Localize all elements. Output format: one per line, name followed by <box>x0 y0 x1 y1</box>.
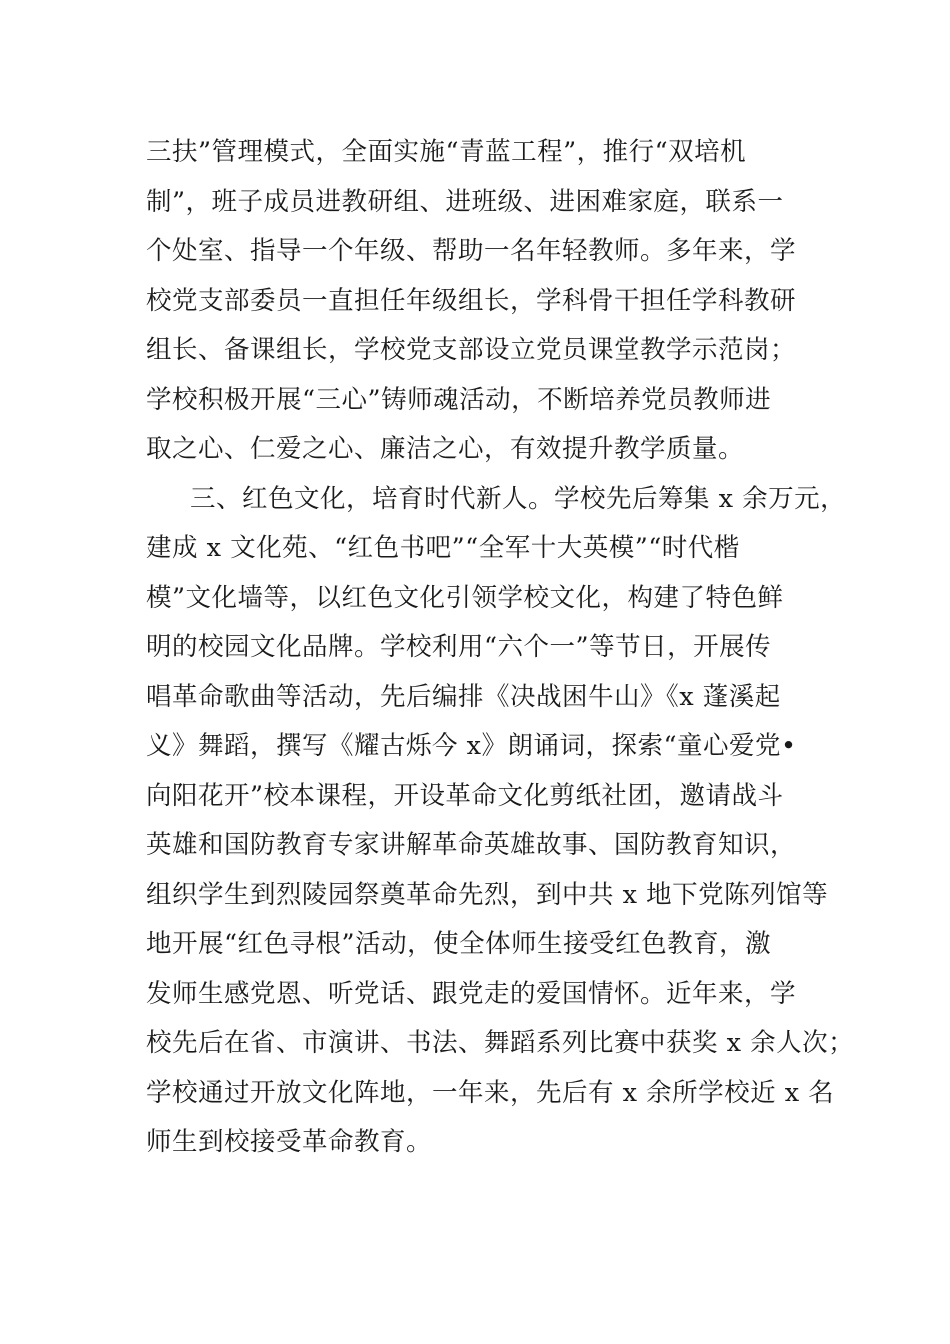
text-line: 校先后在省、市演讲、书法、舞蹈系列比赛中获奖 x 余人次； <box>146 1028 855 1058</box>
body-text <box>146 132 855 1172</box>
text-line: 明的校园文化品牌。学校利用“六个一”等节日，开展传 <box>146 632 772 662</box>
section-heading-line: 三、红色文化，培育时代新人。学校先后筹集 x 余万元， <box>190 483 847 514</box>
text-line: 校党支部委员一直担任年级组长，学科骨干担任学科教研 <box>146 285 797 316</box>
text-line: 发师生感党恩、听党话、跟党走的爱国情怀。近年来，学 <box>146 978 797 1009</box>
text-line: 向阳花开”校本课程，开设革命文化剪纸社团，邀请战斗 <box>146 780 784 811</box>
text-line: 制”，班子成员进教研组、进班级、进困难家庭，联系一 <box>146 186 784 217</box>
text-line: 组织学生到烈陵园祭奠革命先烈，到中共 x 地下党陈列馆等 <box>146 879 829 910</box>
text-line: 模”文化墙等，以红色文化引领学校文化，构建了特色鲜 <box>146 582 784 613</box>
text-line: 唱革命歌曲等活动，先后编排《决战困牛山》《x 蓬溪起 <box>146 681 781 712</box>
text-line: 个处室、指导一个年级、帮助一名年轻教师。多年来，学 <box>146 236 797 266</box>
text-line: 建成 x 文化苑、“红色书吧”“全军十大英模”“时代楷 <box>146 533 740 563</box>
text-line: 师生到校接受革命教育。 <box>146 1127 433 1157</box>
text-line: 英雄和国防教育专家讲解革命英雄故事、国防教育知识， <box>146 830 797 860</box>
text-line: 义》舞蹈，撰写《耀古烁今 x》朗诵词，探索“童心爱党• <box>146 731 797 761</box>
text-line: 三扶”管理模式，全面实施“青蓝工程”，推行“双培机 <box>146 137 747 167</box>
text-line: 学校积极开展“三心”铸师魂活动，不断培养党员教师进 <box>146 384 772 415</box>
text-line: 地开展“红色寻根”活动，使全体师生接受红色教育，激 <box>146 929 772 959</box>
text-line: 取之心、仁爱之心、廉洁之心，有效提升教学质量。 <box>146 434 745 464</box>
text-line: 学校通过开放文化阵地，一年来，先后有 x 余所学校近 x 名 <box>146 1077 835 1108</box>
text-line: 组长、备课组长，学校党支部设立党员课堂教学示范岗； <box>146 335 797 365</box>
